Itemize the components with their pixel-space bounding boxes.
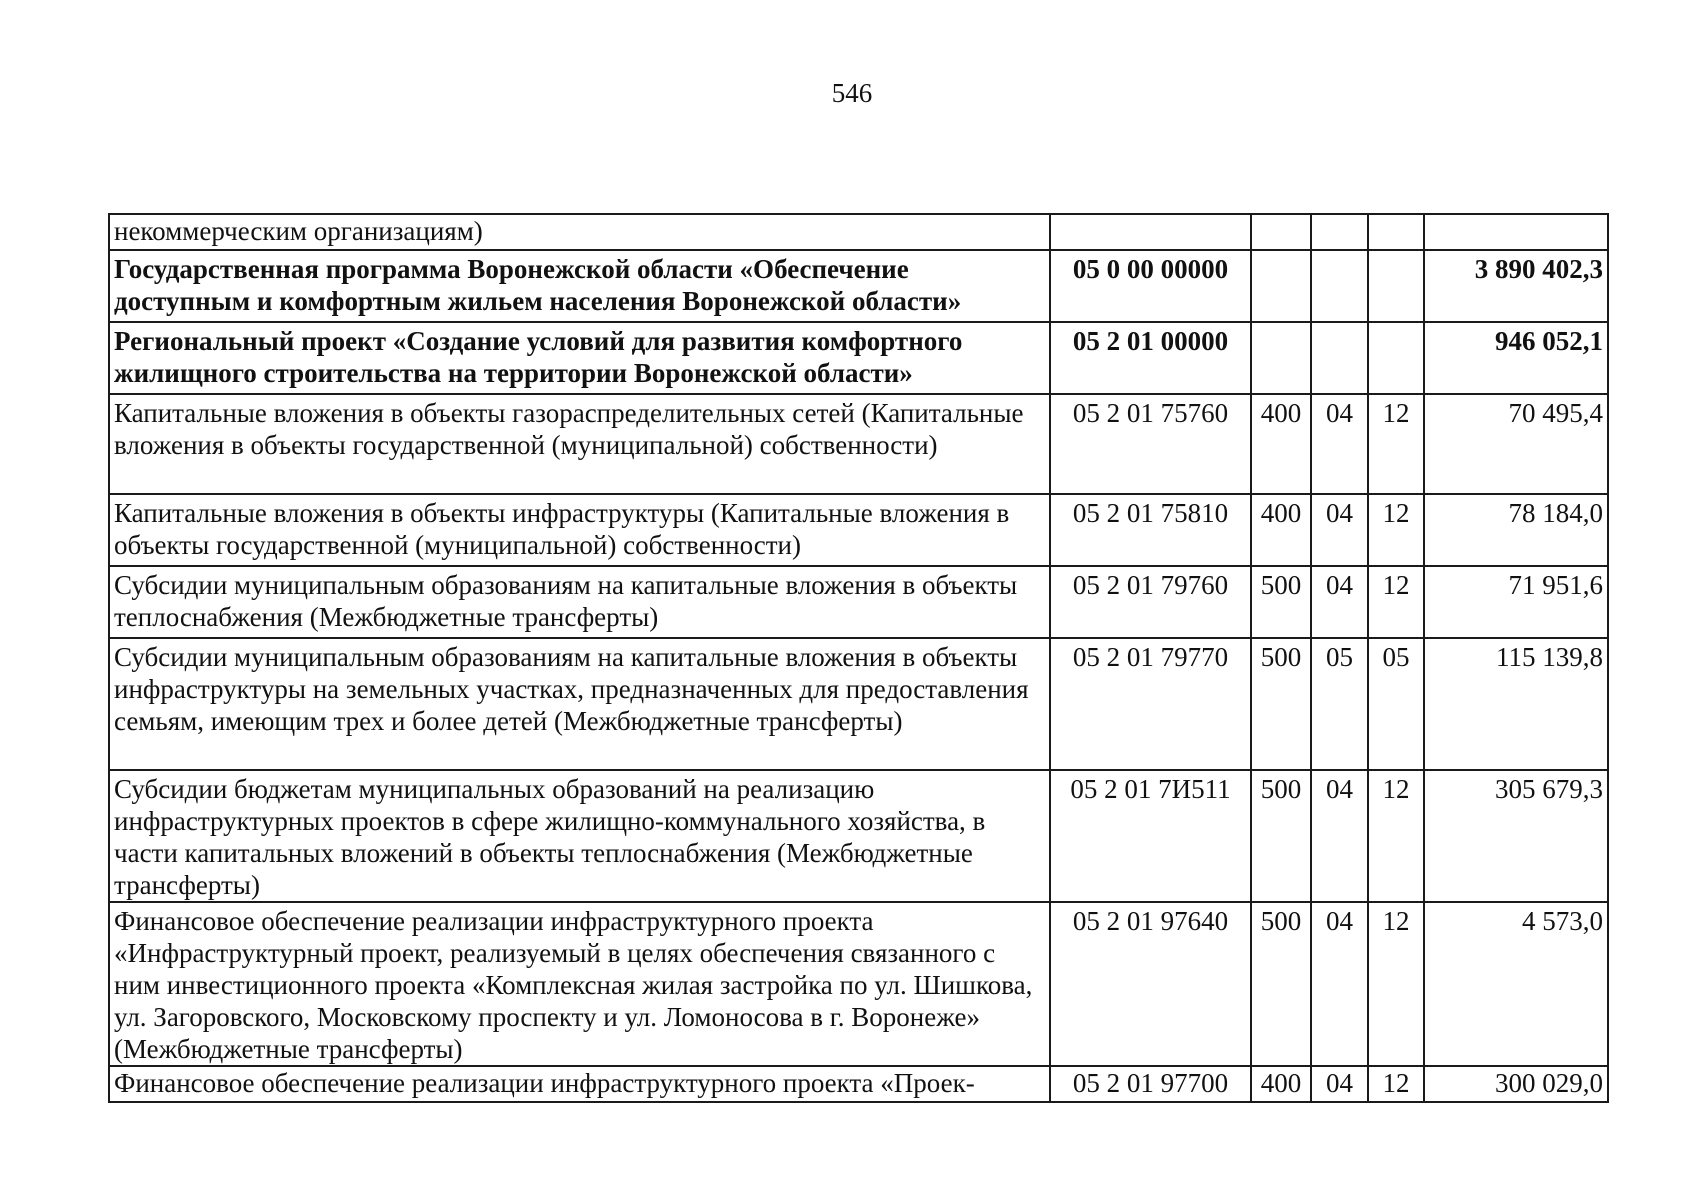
- cell-sum: 71 951,6: [1424, 566, 1608, 638]
- cell-rz: [1311, 214, 1368, 250]
- cell-sum: [1424, 214, 1608, 250]
- page-number: 546: [831, 78, 873, 108]
- cell-code: [1050, 214, 1251, 250]
- cell-pr: 12: [1368, 902, 1424, 1066]
- cell-pr: [1368, 322, 1424, 394]
- cell-code: 05 2 01 79770: [1050, 638, 1251, 770]
- cell-rz: 04: [1311, 770, 1368, 902]
- table-row: [109, 566, 1608, 638]
- cell-vr: 500: [1251, 638, 1311, 770]
- cell-pr: 12: [1368, 494, 1424, 566]
- cell-sum: 305 679,3: [1424, 770, 1608, 902]
- cell-vr: 400: [1251, 1066, 1311, 1102]
- cell-name: Субсидии муниципальным образованиям на капитальные вложения в объекты инфраструктуры на земельных участках, предназначенных для предоставления семьям, имеющим трех и более детей (Межбюджетные трансферты): [109, 638, 1050, 770]
- table-row: [109, 494, 1608, 566]
- cell-vr: 400: [1251, 394, 1311, 494]
- cell-sum: 300 029,0: [1424, 1066, 1608, 1102]
- cell-name: Государственная программа Воронежской области «Обеспечение доступным и комфортным жильем населения Воронежской области»: [109, 250, 1050, 322]
- cell-rz: 04: [1311, 566, 1368, 638]
- table-row: [109, 394, 1608, 494]
- cell-name: Капитальные вложения в объекты газораспределительных сетей (Капитальные вложения в объекты государственной (муниципальной) собственности): [109, 394, 1050, 494]
- cell-code: 05 2 01 75810: [1050, 494, 1251, 566]
- cell-sum: 78 184,0: [1424, 494, 1608, 566]
- cell-sum: 3 890 402,3: [1424, 250, 1608, 322]
- table-row: [109, 1066, 1608, 1102]
- cell-rz: 04: [1311, 494, 1368, 566]
- cell-code: 05 2 01 00000: [1050, 322, 1251, 394]
- cell-pr: [1368, 250, 1424, 322]
- cell-vr: [1251, 214, 1311, 250]
- cell-rz: [1311, 322, 1368, 394]
- cell-code: 05 2 01 79760: [1050, 566, 1251, 638]
- cell-pr: 12: [1368, 394, 1424, 494]
- cell-vr: [1251, 250, 1311, 322]
- table-row: [109, 902, 1608, 1066]
- cell-vr: 500: [1251, 770, 1311, 902]
- cell-rz: 05: [1311, 638, 1368, 770]
- cell-sum: 946 052,1: [1424, 322, 1608, 394]
- table-row: [109, 322, 1608, 394]
- table-body: [109, 214, 1608, 1102]
- cell-rz: [1311, 250, 1368, 322]
- cell-name: Субсидии бюджетам муниципальных образований на реализацию инфраструктурных проектов в сфере жилищно-коммунального хозяйства, в части капитальных вложений в объекты теплоснабжения (Межбюджетные трансферты): [109, 770, 1050, 902]
- cell-sum: 70 495,4: [1424, 394, 1608, 494]
- cell-sum: 115 139,8: [1424, 638, 1608, 770]
- cell-name: Капитальные вложения в объекты инфраструктуры (Капитальные вложения в объекты государственной (муниципальной) собственности): [109, 494, 1050, 566]
- cell-pr: [1368, 214, 1424, 250]
- cell-name: Региональный проект «Создание условий для развития комфортного жилищного строительства на территории Воронежской области»: [109, 322, 1050, 394]
- cell-rz: 04: [1311, 902, 1368, 1066]
- cell-pr: 12: [1368, 1066, 1424, 1102]
- cell-vr: 500: [1251, 902, 1311, 1066]
- cell-name: Финансовое обеспечение реализации инфраструктурного проекта «Проек-: [109, 1066, 1050, 1102]
- cell-vr: [1251, 322, 1311, 394]
- cell-code: 05 2 01 97700: [1050, 1066, 1251, 1102]
- cell-pr: 12: [1368, 770, 1424, 902]
- cell-sum: 4 573,0: [1424, 902, 1608, 1066]
- cell-name: Субсидии муниципальным образованиям на капитальные вложения в объекты теплоснабжения (Межбюджетные трансферты): [109, 566, 1050, 638]
- cell-code: 05 2 01 75760: [1050, 394, 1251, 494]
- cell-code: 05 2 01 7И511: [1050, 770, 1251, 902]
- cell-code: 05 2 01 97640: [1050, 902, 1251, 1066]
- table-row: [109, 638, 1608, 770]
- cell-pr: 12: [1368, 566, 1424, 638]
- cell-vr: 500: [1251, 566, 1311, 638]
- cell-rz: 04: [1311, 394, 1368, 494]
- cell-rz: 04: [1311, 1066, 1368, 1102]
- cell-name: некоммерческим организациям): [109, 214, 1050, 250]
- budget-table: [108, 213, 1609, 1103]
- table-row: [109, 214, 1608, 250]
- table-row: [109, 250, 1608, 322]
- table-row: [109, 770, 1608, 902]
- cell-name: Финансовое обеспечение реализации инфраструктурного проекта «Инфраструктурный проект, реализуемый в целях обеспечения связанного с ним инвестиционного проекта «Комплексная жилая застройка по ул. Шишкова, ул. Загоровского, Московскому проспекту и ул. Ломоносова в г. Воронеже» (Межбюджетные трансферты): [109, 902, 1050, 1066]
- cell-vr: 400: [1251, 494, 1311, 566]
- cell-code: 05 0 00 00000: [1050, 250, 1251, 322]
- cell-pr: 05: [1368, 638, 1424, 770]
